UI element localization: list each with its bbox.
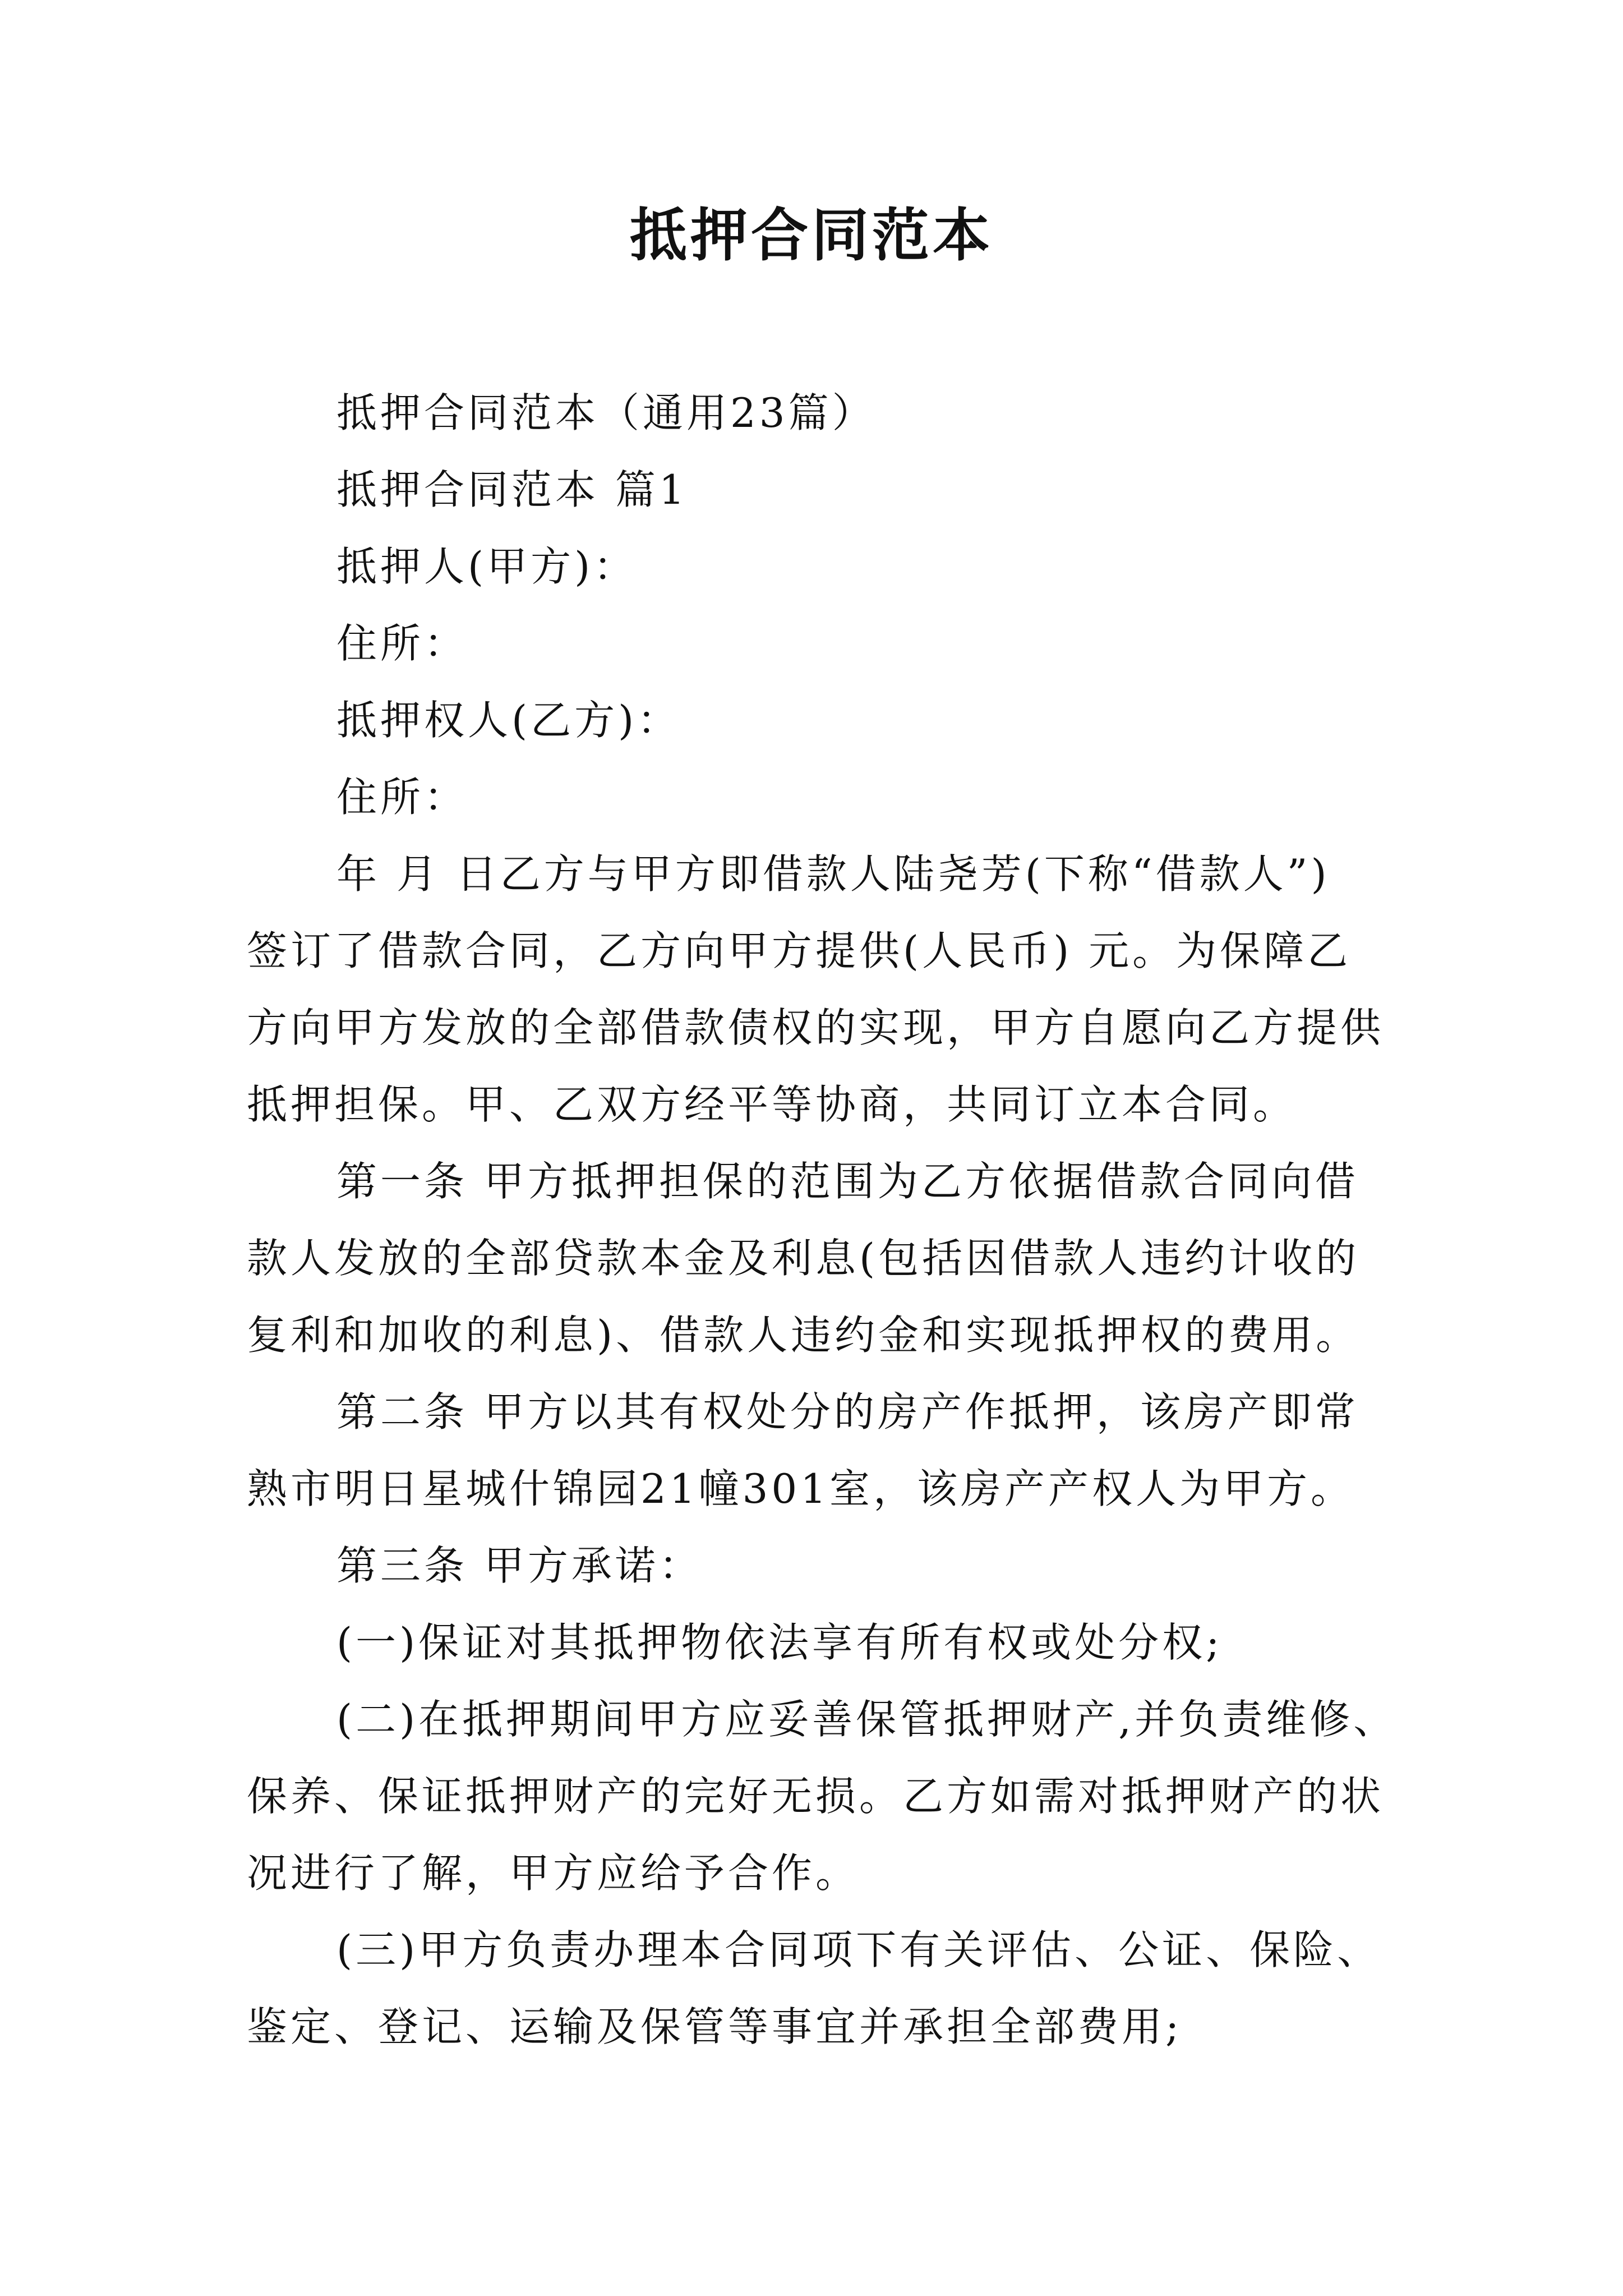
body-line: (二)在抵押期间甲方应妥善保管抵押财产,并负责维修、	[336, 1696, 1398, 1743]
body-line: 款人发放的全部贷款本金及利息(包括因借款人违约计收的	[247, 1235, 1360, 1282]
body-line: 况进行了解，甲方应给予合作。	[247, 1849, 860, 1897]
body-line: 第二条 甲方以其有权处分的房产作抵押，该房产即常	[336, 1388, 1359, 1435]
body-line: 住所：	[336, 774, 468, 821]
document-title: 抵押合同范本	[630, 202, 993, 269]
body-line: 抵押权人(乙方)：	[336, 697, 681, 744]
body-line: 保养、保证抵押财产的完好无损。乙方如需对抵押财产的状	[247, 1773, 1385, 1820]
body-line: 方向甲方发放的全部借款债权的实现，甲方自愿向乙方提供	[247, 1004, 1385, 1051]
body-line: 复利和加收的利息)、借款人违约金和实现抵押权的费用。	[247, 1312, 1360, 1359]
body-line: 抵押担保。甲、乙双方经平等协商，共同订立本合同。	[247, 1081, 1297, 1128]
body-line: 签订了借款合同，乙方向甲方提供(人民币) 元。为保障乙	[247, 927, 1352, 974]
body-line: 第一条 甲方抵押担保的范围为乙方依据借款合同向借	[336, 1158, 1359, 1205]
body-line: 住所：	[336, 620, 468, 667]
body-line: 年 月 日乙方与甲方即借款人陆尧芳(下称“借款人”)	[336, 850, 1330, 898]
body-line: (一)保证对其抵押物依法享有所有权或处分权;	[336, 1619, 1223, 1666]
body-line: 鉴定、登记、运输及保管等事宜并承担全部费用;	[247, 2003, 1183, 2050]
document-body	[247, 375, 1413, 2065]
body-line: 抵押合同范本 篇1	[336, 466, 688, 513]
body-line: 第三条 甲方承诺：	[336, 1542, 703, 1589]
body-line: 熟市明日星城什锦园21幢301室，该房产产权人为甲方。	[247, 1465, 1355, 1512]
body-line: 抵押人(甲方)：	[336, 543, 638, 590]
body-line: (三)甲方负责办理本合同项下有关评估、公证、保险、	[336, 1926, 1381, 1973]
body-line: 抵押合同范本（通用23篇）	[336, 389, 876, 436]
